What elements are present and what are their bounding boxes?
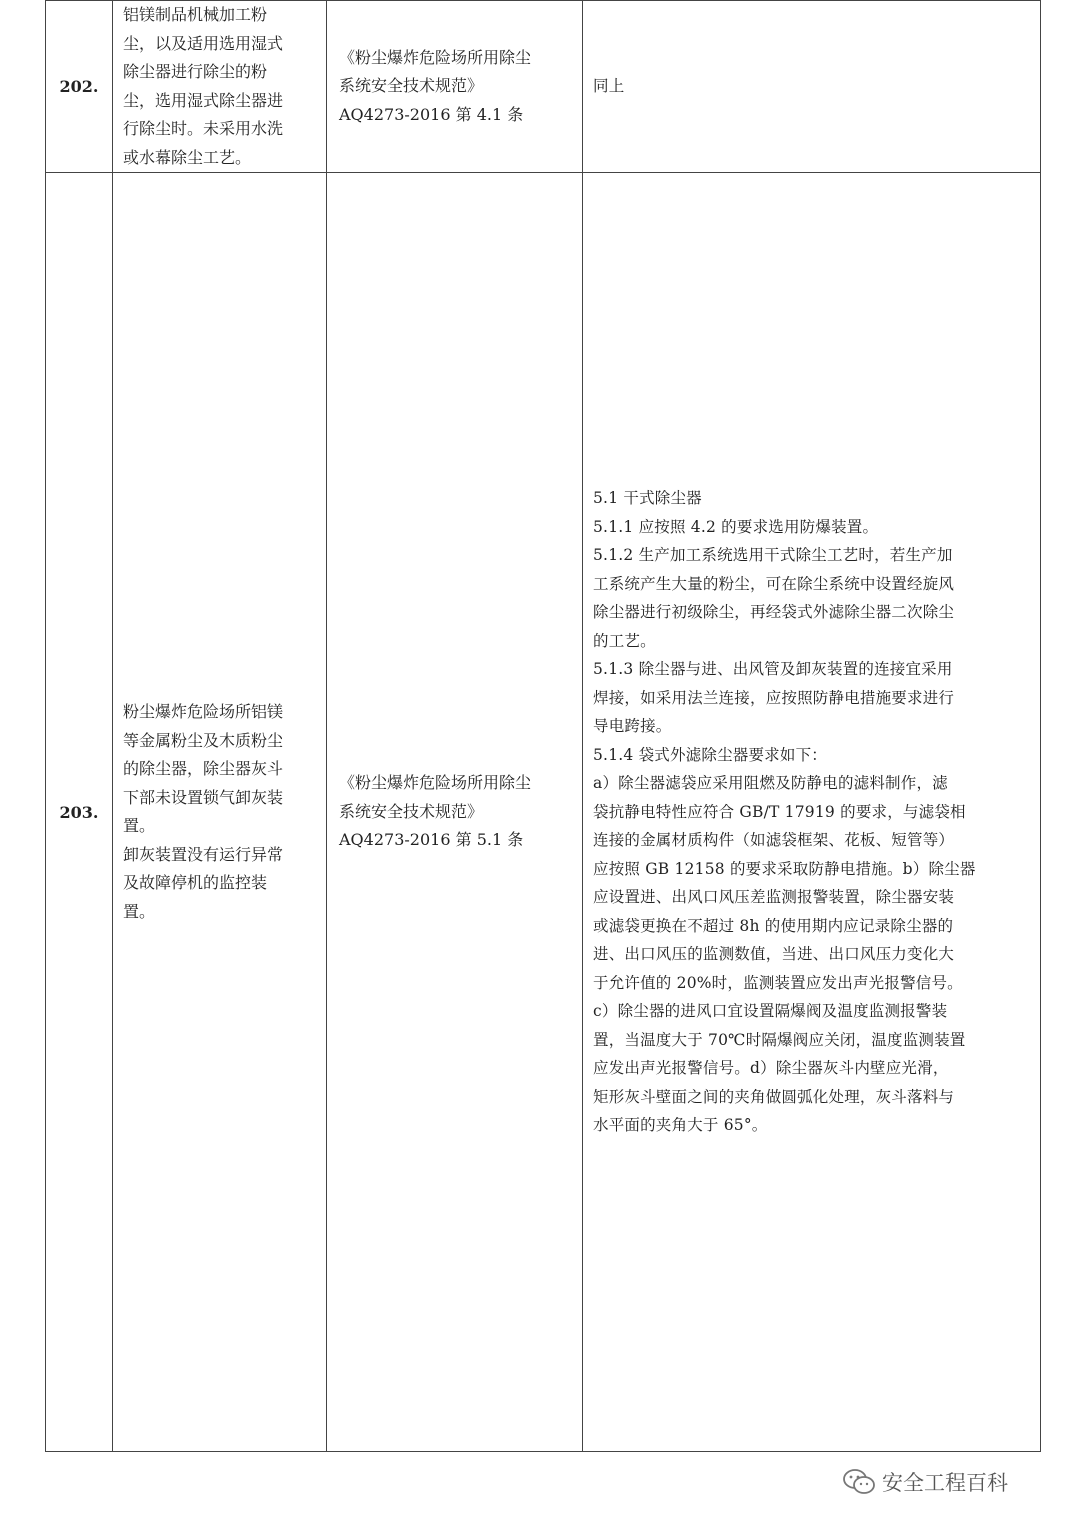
requirement-text: 5.1 干式除尘器 5.1.1 应按照 4.2 的要求选用防爆装置。 5.1.2 生产加工系统选用干式除尘工艺时，若生产加 工系统产生大量的粉尘，可在除尘系统中设置经旋风 除尘器进行初级除尘，再经袋式外滤除尘器二次除尘 的工艺。 5.1.3 除尘器与进、出风管及卸灰装置的连接宜采用 焊接，如采用法兰连接，应按照防静电措施要求进行 导电跨接。 5.1.4 袋式外滤除尘器要求如下： a）除尘器滤袋应采用阻燃及防静电的滤料制作，滤 袋抗静电特性应符合 GB/T 17919 的要求，与滤袋相 连接的金属材质构件（如滤袋框架、花板、短管等） 应按照 GB 12158 的要求采取防静电措施。b）除尘器 应设置进、出风口风压差监测报警装置，除尘器安装 或滤袋更换在不超过 8h 的使用期内应记录除尘器的 进、出口风压的监测数值，当进、出口风压力变化大 于允许值的 20%时，监测装置应发出声光报警信号。 c）除尘器的进风口宜设置隔爆阀及温度监测报警装 置，当温度大于 70℃时隔爆阀应关闭，温度监测装置 应发出声光报警信号。d）除尘器灰斗内壁应光滑， 矩形灰斗壁面之间的夹角做圆弧化处理，灰斗落料与 水平面的夹角大于 65°。 — [593, 489, 976, 1135]
issue-text: 铝镁制品机械加工粉 尘，以及适用选用湿式 除尘器进行除尘的粉 尘，选用湿式除尘器进 行除尘时。未采用水洗 或水幕除尘工艺。 — [123, 5, 284, 167]
requirement-cell — [583, 173, 1041, 1452]
row-number: 203. — [46, 173, 113, 1452]
issue-cell — [113, 173, 327, 1452]
row-number: 202. — [46, 1, 113, 173]
table-row — [46, 1, 1041, 173]
requirement-text: 同上 — [593, 77, 625, 96]
watermark-text: 安全工程百科 — [882, 1471, 1008, 1495]
reference-text: 《粉尘爆炸危险场所用除尘 系统安全技术规范》 AQ4273-2016 第 5.1 条 — [339, 773, 532, 850]
requirement-cell — [583, 1, 1041, 173]
reference-text: 《粉尘爆炸危险场所用除尘 系统安全技术规范》 AQ4273-2016 第 4.1 条 — [339, 47, 532, 124]
reference-cell — [327, 1, 583, 173]
watermark — [842, 1462, 1008, 1502]
wechat-icon — [842, 1467, 876, 1497]
table-row — [46, 173, 1041, 1452]
reference-cell — [327, 173, 583, 1452]
issue-text: 粉尘爆炸危险场所铝镁 等金属粉尘及木质粉尘 的除尘器，除尘器灰斗 下部未设置锁气卸灰装 置。 卸灰装置没有运行异常 及故障停机的监控装 置。 — [123, 702, 284, 921]
hazard-table — [45, 0, 1041, 1452]
issue-cell — [113, 1, 327, 173]
